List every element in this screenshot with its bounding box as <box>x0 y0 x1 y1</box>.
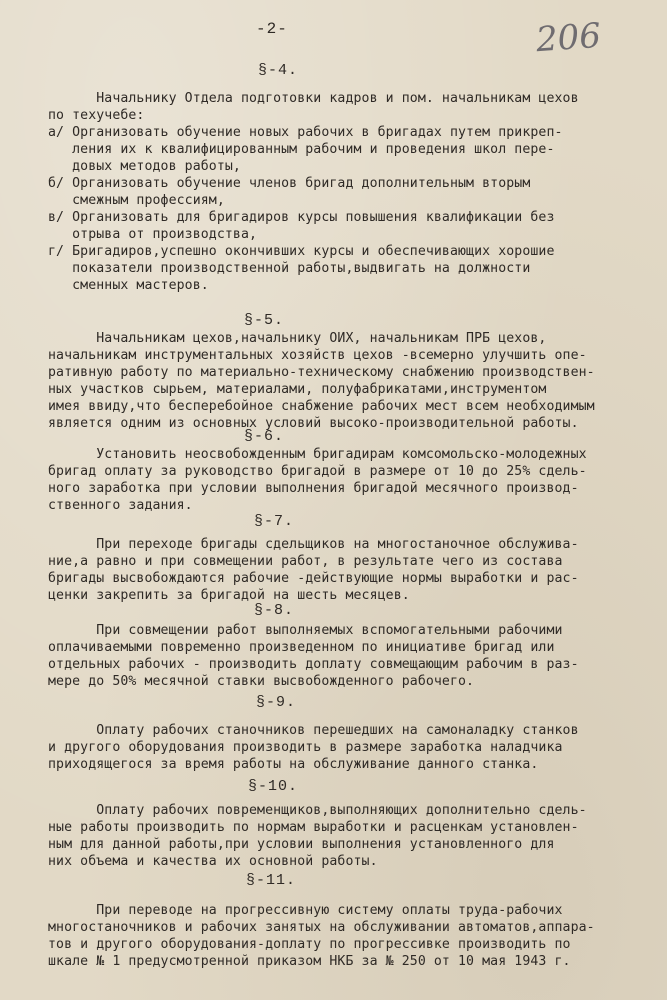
text-line: них объема и качества их основной работы. <box>48 854 378 869</box>
text-line: сменных мастеров. <box>48 278 209 293</box>
text-line: При совмещении работ выполняемых вспомогательными рабочими <box>48 623 563 638</box>
text-line: отдельных рабочих - производить доплату совмещающим рабочим в раз- <box>48 657 579 672</box>
text-line: ные работы производить по нормам выработки и расценкам установлен- <box>48 820 579 835</box>
text-line: Оплату рабочих станочников перешедших на самоналадку станков <box>48 723 579 738</box>
text-line: по техучебе: <box>48 108 145 123</box>
text-line: оплачиваемыми повременно произведенном по инициативе бригад или <box>48 640 555 655</box>
page-number: -2- <box>256 20 288 38</box>
text-line: а/ Организовать обучение новых рабочих в бригадах путем прикреп- <box>48 125 563 140</box>
section-body <box>48 722 579 773</box>
text-line: Оплату рабочих повременщиков,выполняющих дополнительно сдель- <box>48 803 587 818</box>
text-line: многостаночников и рабочих занятых на обслуживании автоматов,аппара- <box>48 920 595 935</box>
text-line: При переходе бригады сдельщиков на многостаночное обслужива- <box>48 537 579 552</box>
text-line: приходящегося за время работы на обслуживание данного станка. <box>48 757 539 772</box>
text-line: бригад оплату за руководство бригадой в размере от 10 до 25% сдель- <box>48 464 587 479</box>
text-line: ного заработка при условии выполнения бригадой месячного производ- <box>48 481 579 496</box>
section-heading: §-9. <box>256 694 297 711</box>
section-body <box>48 802 587 870</box>
text-line: При переводе на прогрессивную систему оплаты труда-рабочих <box>48 903 563 918</box>
section-heading: §-11. <box>246 872 297 889</box>
text-line: смежным профессиям, <box>48 193 225 208</box>
text-line: ративную работу по материально-техническому снабжению производствен- <box>48 365 595 380</box>
section-body <box>48 622 579 690</box>
text-line: имея ввиду,что бесперебойное снабжение рабочих мест всем необходимым <box>48 399 595 414</box>
text-line: мере до 50% месячной ставки высвобожденного рабочего. <box>48 674 475 689</box>
text-line: ценки закрепить за бригадой на шесть месяцев. <box>48 588 410 603</box>
text-line: бригады высвобождаются рабочие -действующие нормы выработки и рас- <box>48 571 579 586</box>
section-heading: §-10. <box>248 778 299 795</box>
text-line: довых методов работы, <box>48 159 241 174</box>
text-line: отрыва от производства, <box>48 227 258 242</box>
section-body <box>48 536 579 604</box>
text-line: тов и другого оборудования-доплату по прогрессивке производить по <box>48 937 571 952</box>
section-heading: §-4. <box>258 62 299 79</box>
text-line: шкале № 1 предусмотренной приказом НКБ за № 250 от 10 мая 1943 г. <box>48 954 571 969</box>
archive-folio-number: 206 <box>534 15 603 61</box>
section-heading: §-8. <box>254 602 295 619</box>
section-heading: §-6. <box>244 428 285 445</box>
text-line: ние,а равно и при совмещении работ, в результате чего из состава <box>48 554 563 569</box>
section-body <box>48 902 595 970</box>
text-line: показатели производственной работы,выдвигать на должности <box>48 261 531 276</box>
text-line: Установить неосвобожденным бригадирам комсомольско-молодежных <box>48 447 587 462</box>
text-line: является одним из основных условий высоко-производительной работы. <box>48 416 579 431</box>
section-heading: §-7. <box>254 513 295 530</box>
text-line: в/ Организовать для бригадиров курсы повышения квалификации без <box>48 210 555 225</box>
text-line: ственного задания. <box>48 498 193 513</box>
section-heading: §-5. <box>244 312 285 329</box>
text-line: б/ Организовать обучение членов бригад дополнительным вторым <box>48 176 531 191</box>
text-line: ления их к квалифицированным рабочим и проведения школ пере- <box>48 142 555 157</box>
text-line: ных участков сырьем, материалами, полуфабрикатами,инструментом <box>48 382 547 397</box>
text-line: и другого оборудования производить в размере заработка наладчика <box>48 740 563 755</box>
section-body <box>48 330 595 432</box>
section-body <box>48 446 587 514</box>
text-line: Начальникам цехов,начальнику ОИХ, начальникам ПРБ цехов, <box>48 331 547 346</box>
text-line: начальникам инструментальных хозяйств цехов -всемерно улучшить опе- <box>48 348 587 363</box>
section-body <box>48 90 579 294</box>
text-line: Начальнику Отдела подготовки кадров и пом. начальникам цехов <box>48 91 579 106</box>
text-line: ным для данной работы,при условии выполнения установленного для <box>48 837 555 852</box>
text-line: г/ Бригадиров,успешно окончивших курсы и обеспечивающих хорошие <box>48 244 555 259</box>
